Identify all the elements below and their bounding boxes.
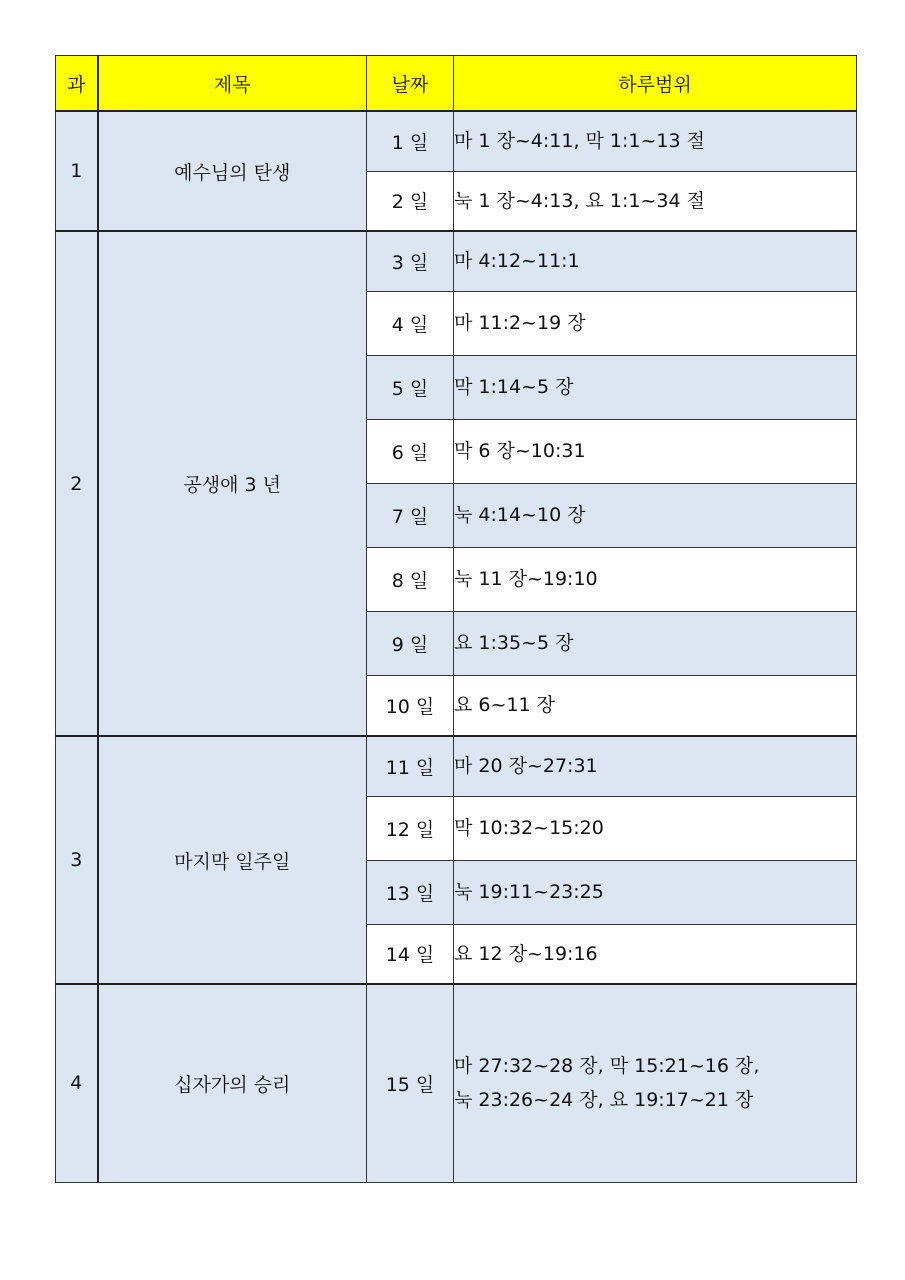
- daily-range: [454, 924, 857, 984]
- day-label: 10 일: [367, 675, 454, 736]
- lesson-number: 1: [56, 111, 98, 231]
- lesson-number: 3: [56, 736, 98, 984]
- header-title: 제목: [98, 56, 367, 112]
- range-line: 요 6~11 장: [454, 694, 555, 717]
- daily-range: [454, 736, 857, 796]
- daily-range: [454, 611, 857, 675]
- header-date: 날짜: [367, 56, 454, 112]
- header-lesson: 과: [56, 56, 98, 112]
- header-row: [56, 56, 857, 112]
- day-label: 11 일: [367, 736, 454, 796]
- range-line: 마 27:32~28 장, 막 15:21~16 장,: [454, 1055, 760, 1078]
- daily-range: [454, 111, 857, 171]
- range-line: 막 1:14~5 장: [454, 376, 574, 398]
- daily-range: [454, 796, 857, 860]
- range-line: 눅 4:14~10 장: [454, 504, 586, 526]
- range-line: 마 1 장~4:11, 막 1:1~13 절: [454, 130, 706, 153]
- table-row: [56, 984, 857, 1182]
- day-label: 8 일: [367, 547, 454, 611]
- reading-schedule-table: [55, 55, 857, 1183]
- daily-range: [454, 675, 857, 736]
- day-label: 15 일: [367, 984, 454, 1182]
- range-line: 눅 1 장~4:13, 요 1:1~34 절: [454, 189, 706, 212]
- day-label: 5 일: [367, 355, 454, 419]
- day-label: 3 일: [367, 231, 454, 291]
- lesson-title: 공생애 3 년: [98, 231, 367, 736]
- day-label: 2 일: [367, 171, 454, 231]
- daily-range: [454, 419, 857, 483]
- range-line: 요 1:35~5 장: [454, 632, 574, 654]
- daily-range: [454, 483, 857, 547]
- range-line: 막 10:32~15:20: [454, 817, 604, 839]
- day-label: 14 일: [367, 924, 454, 984]
- day-label: 13 일: [367, 860, 454, 924]
- daily-range: [454, 860, 857, 924]
- daily-range: [454, 231, 857, 291]
- range-line: 눅 11 장~19:10: [454, 568, 598, 590]
- lesson-number: 4: [56, 984, 98, 1182]
- table-row: [56, 231, 857, 291]
- day-label: 12 일: [367, 796, 454, 860]
- lesson-number: 2: [56, 231, 98, 736]
- table-row: [56, 111, 857, 171]
- range-line: 요 12 장~19:16: [454, 942, 598, 965]
- day-label: 1 일: [367, 111, 454, 171]
- range-line: 마 4:12~11:1: [454, 250, 580, 273]
- daily-range: [454, 171, 857, 231]
- range-line: 눅 19:11~23:25: [454, 881, 604, 903]
- table-row: [56, 736, 857, 796]
- range-line: 막 6 장~10:31: [454, 440, 586, 462]
- daily-range: [454, 547, 857, 611]
- daily-range: [454, 355, 857, 419]
- day-label: 7 일: [367, 483, 454, 547]
- table-header: [56, 56, 857, 112]
- day-label: 4 일: [367, 291, 454, 355]
- lesson-title: 예수님의 탄생: [98, 111, 367, 231]
- day-label: 9 일: [367, 611, 454, 675]
- lesson-title: 마지막 일주일: [98, 736, 367, 984]
- range-line: 마 11:2~19 장: [454, 312, 586, 334]
- header-range: 하루범위: [454, 56, 857, 112]
- range-line: 마 20 장~27:31: [454, 755, 598, 778]
- daily-range: [454, 291, 857, 355]
- range-line: 눅 23:26~24 장, 요 19:17~21 장: [454, 1089, 754, 1112]
- table-body: [56, 111, 857, 1182]
- lesson-title: 십자가의 승리: [98, 984, 367, 1182]
- daily-range: [454, 984, 857, 1182]
- day-label: 6 일: [367, 419, 454, 483]
